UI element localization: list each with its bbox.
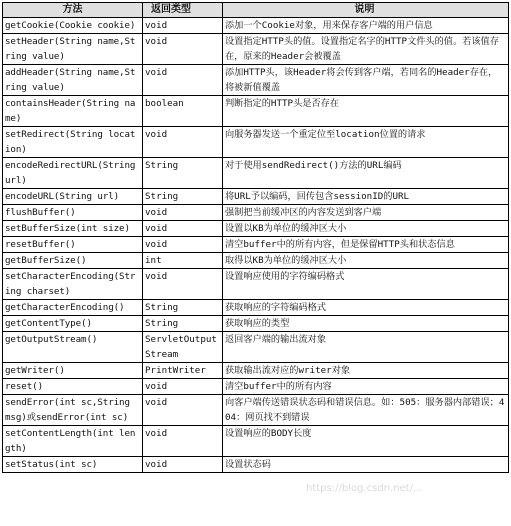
return-type-cell: void (143, 65, 223, 96)
description-cell: 设置响应使用的字符编码格式 (223, 269, 509, 300)
table-row (3, 379, 509, 395)
method-cell: reset() (3, 379, 143, 395)
description-cell: 向客户端传送错误状态码和错误信息。如：505：服务器内部错误；404：网页找不到错误 (223, 395, 509, 426)
description-cell: 返回客户端的输出流对象 (223, 332, 509, 363)
table-row (3, 363, 509, 379)
description-cell: 清空buffer中的所有内容，但是保留HTTP头和状态信息 (223, 237, 509, 253)
description-cell: 添加一个Cookie对象，用来保存客户端的用户信息 (223, 18, 509, 34)
method-cell: addHeader(String name,String value) (3, 65, 143, 96)
description-cell: 判断指定的HTTP头是否存在 (223, 96, 509, 127)
return-type-cell: ServletOutputStream (143, 332, 223, 363)
table-row (3, 316, 509, 332)
table-header (3, 3, 509, 18)
table-row (3, 96, 509, 127)
description-cell: 添加HTTP头，该Header将会传到客户端，若同名的Header存在，将被新值覆盖 (223, 65, 509, 96)
return-type-cell: void (143, 379, 223, 395)
table-row (3, 395, 509, 426)
table-row (3, 205, 509, 221)
response-methods-table (2, 2, 509, 473)
method-cell: getCookie(Cookie cookie) (3, 18, 143, 34)
description-cell: 向服务器发送一个重定位至location位置的请求 (223, 127, 509, 158)
return-type-cell: int (143, 253, 223, 269)
return-type-cell: String (143, 158, 223, 189)
table-row (3, 18, 509, 34)
return-type-cell: void (143, 205, 223, 221)
description-cell: 获取响应的类型 (223, 316, 509, 332)
api-table-container (2, 2, 508, 473)
table-row (3, 300, 509, 316)
table-row (3, 34, 509, 65)
method-cell: setBufferSize(int size) (3, 221, 143, 237)
table-row (3, 158, 509, 189)
description-cell: 设置以KB为单位的缓冲区大小 (223, 221, 509, 237)
return-type-cell: void (143, 18, 223, 34)
table-row (3, 253, 509, 269)
method-cell: flushBuffer() (3, 205, 143, 221)
return-type-cell: void (143, 221, 223, 237)
watermark: https://blog.csdn.net/... (306, 483, 423, 494)
table-body (3, 18, 509, 473)
return-type-cell: void (143, 426, 223, 457)
return-type-cell: void (143, 34, 223, 65)
table-row (3, 65, 509, 96)
method-cell: setCharacterEncoding(String charset) (3, 269, 143, 300)
description-cell: 清空buffer中的所有内容 (223, 379, 509, 395)
header-row (3, 3, 509, 18)
method-cell: setRedirect(String location) (3, 127, 143, 158)
return-type-cell: void (143, 237, 223, 253)
header-method: 方法 (3, 3, 143, 18)
method-cell: getBufferSize() (3, 253, 143, 269)
return-type-cell: PrintWriter (143, 363, 223, 379)
description-cell: 设置响应的BODY长度 (223, 426, 509, 457)
method-cell: getOutputStream() (3, 332, 143, 363)
table-row (3, 237, 509, 253)
description-cell: 取得以KB为单位的缓冲区大小 (223, 253, 509, 269)
return-type-cell: boolean (143, 96, 223, 127)
table-row (3, 189, 509, 205)
return-type-cell: void (143, 269, 223, 300)
description-cell: 获取响应的字符编码格式 (223, 300, 509, 316)
header-return-type: 返回类型 (143, 3, 223, 18)
table-row (3, 426, 509, 457)
return-type-cell: void (143, 457, 223, 473)
method-cell: containsHeader(String name) (3, 96, 143, 127)
method-cell: getCharacterEncoding() (3, 300, 143, 316)
method-cell: encodeRedirectURL(String url) (3, 158, 143, 189)
header-description: 说明 (223, 3, 509, 18)
method-cell: setHeader(String name,String value) (3, 34, 143, 65)
description-cell: 对于使用sendRedirect()方法的URL编码 (223, 158, 509, 189)
return-type-cell: String (143, 300, 223, 316)
return-type-cell: String (143, 189, 223, 205)
description-cell: 强制把当前缓冲区的内容发送到客户端 (223, 205, 509, 221)
method-cell: setContentLength(int length) (3, 426, 143, 457)
description-cell: 设置指定HTTP头的值。设置指定名字的HTTP文件头的值。若该值存在，原来的Header会被覆盖 (223, 34, 509, 65)
method-cell: sendError(int sc,String msg)或sendError(int sc) (3, 395, 143, 426)
method-cell: resetBuffer() (3, 237, 143, 253)
method-cell: encodeURL(String url) (3, 189, 143, 205)
description-cell: 将URL予以编码，回传包含sessionID的URL (223, 189, 509, 205)
table-row (3, 127, 509, 158)
description-cell: 获取输出流对应的writer对象 (223, 363, 509, 379)
return-type-cell: void (143, 127, 223, 158)
return-type-cell: String (143, 316, 223, 332)
method-cell: setStatus(int sc) (3, 457, 143, 473)
table-row (3, 221, 509, 237)
table-row (3, 269, 509, 300)
table-row (3, 332, 509, 363)
description-cell: 设置状态码 (223, 457, 509, 473)
method-cell: getWriter() (3, 363, 143, 379)
table-row (3, 457, 509, 473)
return-type-cell: void (143, 395, 223, 426)
method-cell: getContentType() (3, 316, 143, 332)
